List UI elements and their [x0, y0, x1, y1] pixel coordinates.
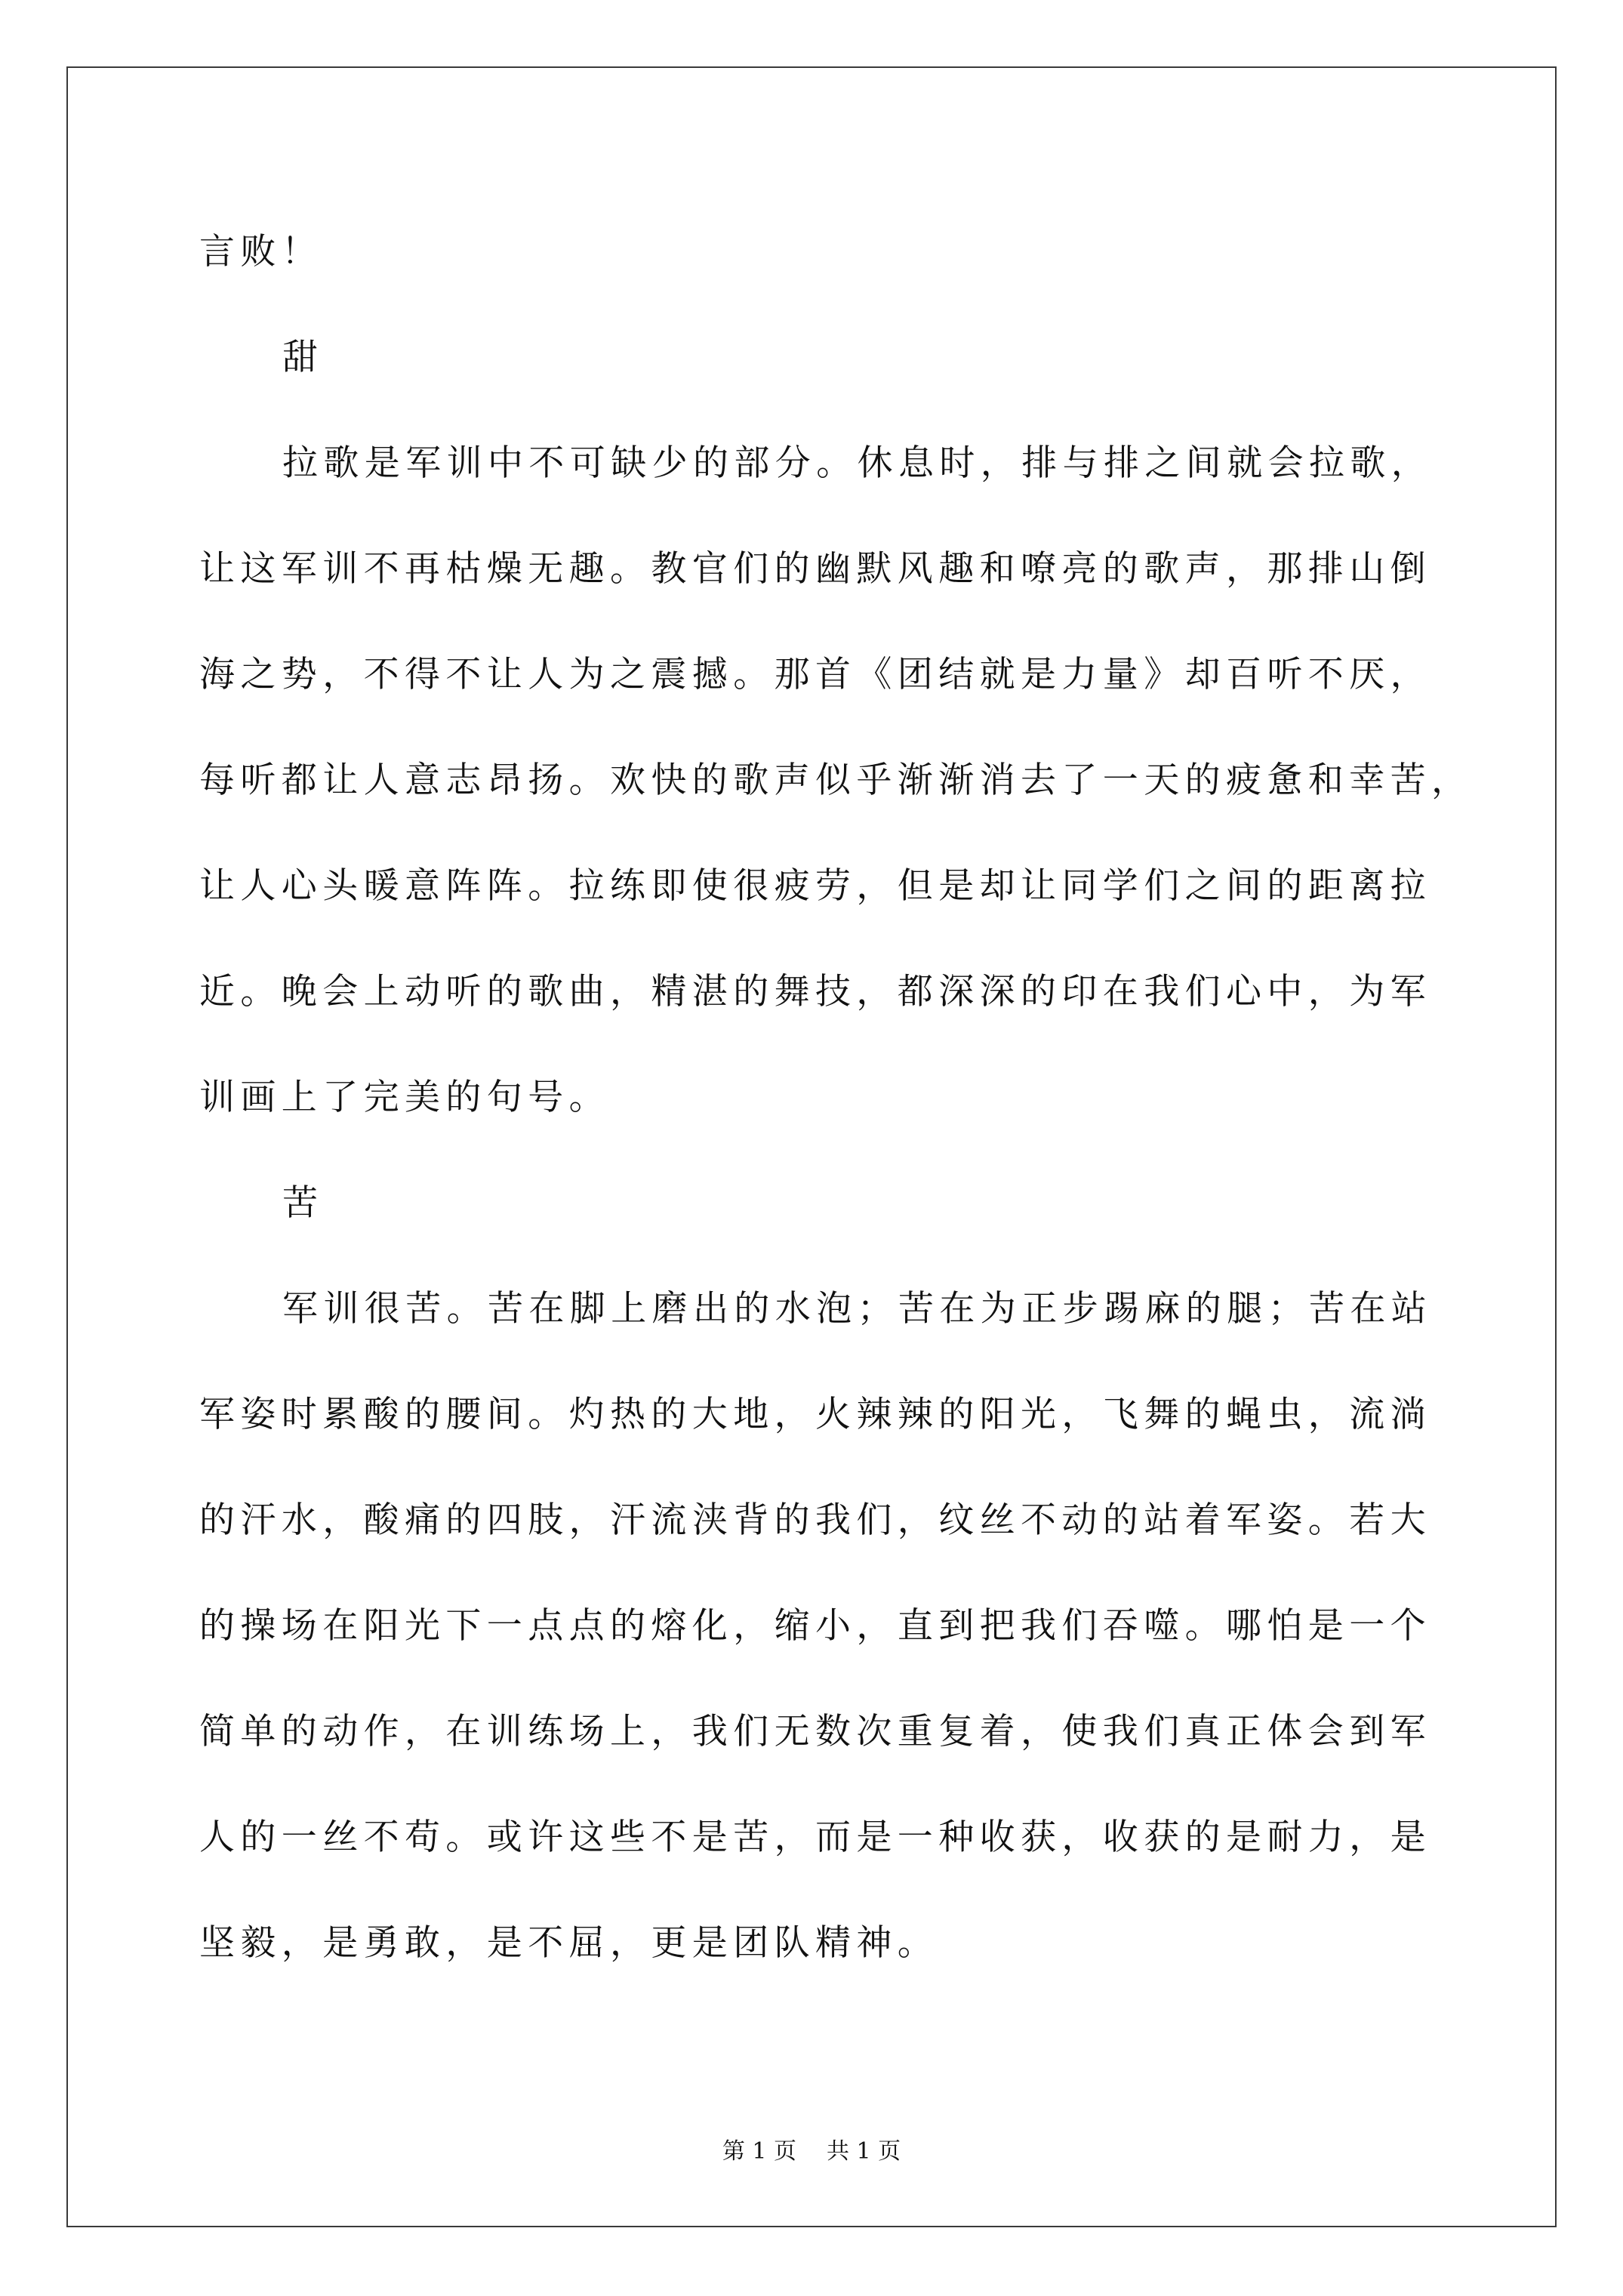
text-line: 让这军训不再枯燥无趣。教官们的幽默风趣和嘹亮的歌声，那排山倒	[199, 548, 1431, 590]
section-heading-bitter: 苦	[282, 1182, 324, 1224]
text-line: 拉歌是军训中不可缺少的部分。休息时，排与排之间就会拉歌，	[282, 442, 1433, 484]
text-line: 军训很苦。苦在脚上磨出的水泡；苦在为正步踢麻的腿；苦在站	[282, 1288, 1433, 1330]
text-line: 简单的动作，在训练场上，我们无数次重复着，使我们真正体会到军	[199, 1711, 1431, 1752]
text-line: 人的一丝不苟。或许这些不是苦，而是一种收获，收获的是耐力，是	[199, 1817, 1431, 1858]
page-number: 第 1 页	[722, 2138, 796, 2165]
text-line: 军姿时累酸的腰间。灼热的大地，火辣辣的阳光，飞舞的蝇虫，流淌	[199, 1394, 1431, 1435]
text-line: 的操场在阳光下一点点的熔化，缩小，直到把我们吞噬。哪怕是一个	[199, 1605, 1431, 1647]
text-line: 海之势，不得不让人为之震撼。那首《团结就是力量》却百听不厌，	[199, 654, 1431, 695]
text-line: 让人心头暖意阵阵。拉练即使很疲劳，但是却让同学们之间的距离拉	[199, 865, 1431, 907]
text-line: 言败！	[199, 231, 323, 273]
text-line: 的汗水，酸痛的四肢，汗流浃背的我们，纹丝不动的站着军姿。若大	[199, 1499, 1431, 1541]
text-line: 训画上了完美的句号。	[199, 1077, 610, 1118]
text-line: 坚毅，是勇敢，是不屈，更是团队精神。	[199, 1922, 939, 1964]
page-total: 共 1 页	[827, 2138, 901, 2165]
text-line: 近。晚会上动听的歌曲，精湛的舞技，都深深的印在我们心中，为军	[199, 971, 1431, 1012]
text-line: 每听都让人意志昂扬。欢快的歌声似乎渐渐消去了一天的疲惫和幸苦，	[199, 760, 1473, 801]
section-heading-sweet: 甜	[282, 337, 324, 378]
page-border	[66, 66, 1557, 2227]
page-footer	[0, 2137, 1623, 2167]
